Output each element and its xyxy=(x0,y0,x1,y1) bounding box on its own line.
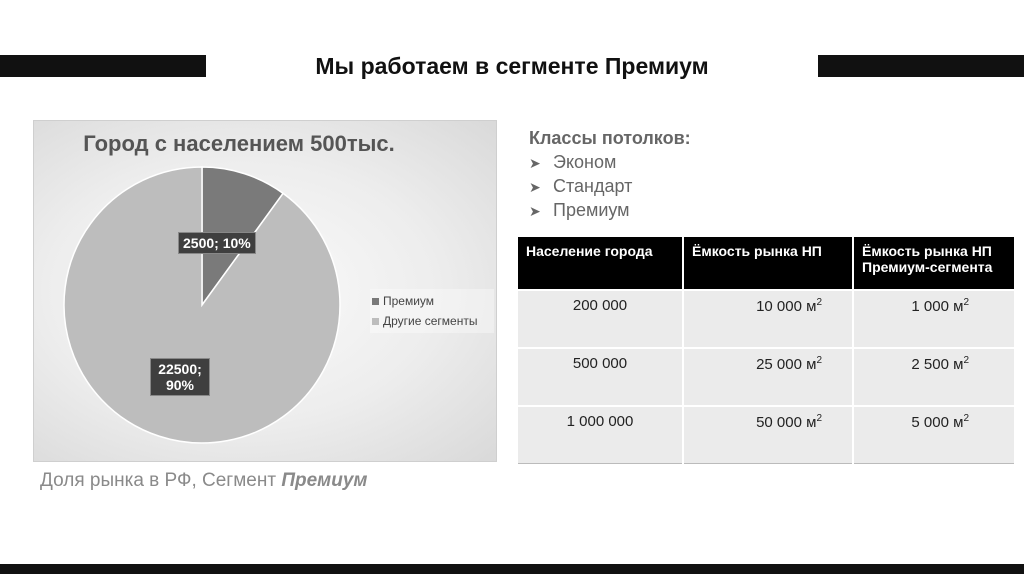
header-bar-left xyxy=(0,55,206,77)
data-label-other-percent: 90% xyxy=(165,377,195,393)
cell-market-value: 25 000 м xyxy=(756,356,817,373)
legend-item-premium xyxy=(372,291,492,311)
arrow-bullet-icon: ➤ xyxy=(529,203,541,219)
cell-population: 200 000 xyxy=(518,290,683,348)
cell-market xyxy=(683,290,853,348)
caption-text: Доля рынка в РФ, Сегмент xyxy=(40,470,282,491)
chart-title: Город с населением 500тыс. xyxy=(83,131,395,156)
cell-premium xyxy=(853,348,1014,406)
class-item-label: Премиум xyxy=(553,200,630,220)
header-bar-right xyxy=(818,55,1024,77)
unit-superscript: 2 xyxy=(816,355,822,366)
cell-market-value: 10 000 м xyxy=(756,298,817,315)
cell-population: 500 000 xyxy=(518,348,683,406)
class-item xyxy=(529,150,691,174)
class-item-label: Стандарт xyxy=(553,176,633,196)
unit-superscript: 2 xyxy=(963,355,969,366)
data-label-other-value: 22500; xyxy=(158,361,202,377)
cell-market xyxy=(683,348,853,406)
class-item xyxy=(529,198,691,222)
chart-legend xyxy=(370,289,494,333)
cell-population: 1 000 000 xyxy=(518,406,683,464)
cell-premium-value: 1 000 м xyxy=(911,298,964,315)
classes-title: Классы потолков: xyxy=(529,128,691,148)
legend-label-other: Другие сегменты xyxy=(383,314,478,328)
class-item-label: Эконом xyxy=(553,152,617,172)
caption-emphasis: Премиум xyxy=(281,470,368,491)
cell-premium-value: 2 500 м xyxy=(911,356,964,373)
unit-superscript: 2 xyxy=(963,297,969,308)
class-item xyxy=(529,174,691,198)
unit-superscript: 2 xyxy=(816,297,822,308)
legend-swatch-other xyxy=(372,318,379,325)
pie-chart xyxy=(33,120,497,462)
cell-premium-value: 5 000 м xyxy=(911,414,964,431)
table-header-row xyxy=(518,237,1014,290)
footer-bar xyxy=(0,564,1024,574)
table-row xyxy=(518,348,1014,406)
pie-slice-other xyxy=(64,167,340,443)
cell-premium xyxy=(853,290,1014,348)
table-header-premium: Ёмкость рынка НП Премиум-сегмента xyxy=(853,237,1014,290)
legend-swatch-premium xyxy=(372,298,379,305)
ceiling-classes xyxy=(529,126,691,222)
table-row xyxy=(518,406,1014,464)
table-header-population: Население города xyxy=(518,237,683,290)
unit-superscript: 2 xyxy=(963,413,969,424)
cell-market-value: 50 000 м xyxy=(756,414,817,431)
arrow-bullet-icon: ➤ xyxy=(529,155,541,171)
market-table xyxy=(518,237,1014,464)
chart-caption xyxy=(40,470,367,492)
cell-premium xyxy=(853,406,1014,464)
legend-label-premium: Премиум xyxy=(383,294,435,308)
legend-item-other xyxy=(372,311,492,331)
table-header-market: Ёмкость рынка НП xyxy=(683,237,853,290)
data-label-other xyxy=(150,358,210,396)
slide-title: Мы работаем в сегменте Премиум xyxy=(315,53,709,79)
cell-market xyxy=(683,406,853,464)
unit-superscript: 2 xyxy=(816,413,822,424)
arrow-bullet-icon: ➤ xyxy=(529,179,541,195)
data-label-premium: 2500; 10% xyxy=(178,232,256,254)
table-row xyxy=(518,290,1014,348)
